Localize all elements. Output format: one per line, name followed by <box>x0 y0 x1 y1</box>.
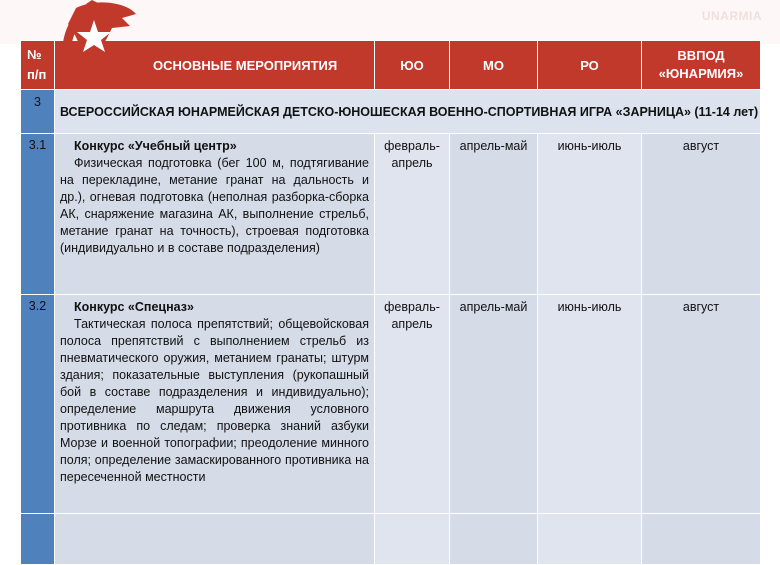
header-col-c <box>538 41 642 90</box>
row-description <box>55 134 375 295</box>
events-table <box>20 40 761 565</box>
row-title: Конкурс «Учебный центр» <box>74 139 237 153</box>
row-cell-empty <box>55 514 375 565</box>
section-num: 3 <box>21 90 55 134</box>
row-num: 3.2 <box>21 295 55 514</box>
row-cell-empty <box>450 514 538 565</box>
header-col-d-label: ВВПОД «ЮНАРМИЯ» <box>658 48 744 81</box>
site-tag: UNARMIA <box>701 9 762 23</box>
row-col-a: февраль-апрель <box>375 295 450 514</box>
eagle-star-emblem-icon <box>56 0 140 80</box>
row-cell-empty <box>642 514 761 565</box>
header-num-label: № п/п <box>27 47 47 82</box>
header-col-b <box>450 41 538 90</box>
header-col-a-label: ЮО <box>400 57 424 73</box>
header-col-d <box>642 41 761 90</box>
table-row <box>21 134 761 295</box>
header-num <box>21 41 55 90</box>
row-col-a: февраль-апрель <box>375 134 450 295</box>
section-row <box>21 90 761 134</box>
section-title: ВСЕРОССИЙСКАЯ ЮНАРМЕЙСКАЯ ДЕТСКО-ЮНОШЕСКАЯ ВОЕННО-СПОРТИВНАЯ ИГРА «ЗАРНИЦА» (11-14 лет) <box>55 90 761 134</box>
table-row-empty <box>21 514 761 565</box>
header-col-c-label: РО <box>580 57 599 73</box>
row-body: Тактическая полоса препятствий; общевойсковая полоса препятствий с выполнением стрельб из пневматического оружия, метанием гранаты; штурм здания; показательные выступления (рукопашный бой в составе подразделения и индивидуально); определение маршрута движения условного противника по следам; проверка знаний азбуки Морзе и военной топографии; преодоление минного поля; определение замаскированного противника на пересеченной местности <box>60 317 369 484</box>
row-num-empty <box>21 514 55 565</box>
header-col-b-label: МО <box>483 57 504 73</box>
row-col-b: апрель-май <box>450 295 538 514</box>
row-col-c: июнь-июль <box>538 295 642 514</box>
row-col-c: июнь-июль <box>538 134 642 295</box>
row-col-d: август <box>642 295 761 514</box>
row-col-b: апрель-май <box>450 134 538 295</box>
row-col-d: август <box>642 134 761 295</box>
header-main-label: ОСНОВНЫЕ МЕРОПРИЯТИЯ <box>153 57 338 73</box>
row-num: 3.1 <box>21 134 55 295</box>
row-body: Физическая подготовка (бег 100 м, подтягивание на перекладине, метание гранат на дальность и др.), огневая подготовка (неполная разборка-сборка АК, снаряжение магазина АК, выполнение стрельб, метание гранат на точность), строевая подготовка (индивидуально и в составе подразделения) <box>60 156 369 255</box>
row-cell-empty <box>375 514 450 565</box>
row-title: Конкурс «Спецназ» <box>74 300 194 314</box>
row-cell-empty <box>538 514 642 565</box>
row-description <box>55 295 375 514</box>
header-col-a <box>375 41 450 90</box>
table-row <box>21 295 761 514</box>
